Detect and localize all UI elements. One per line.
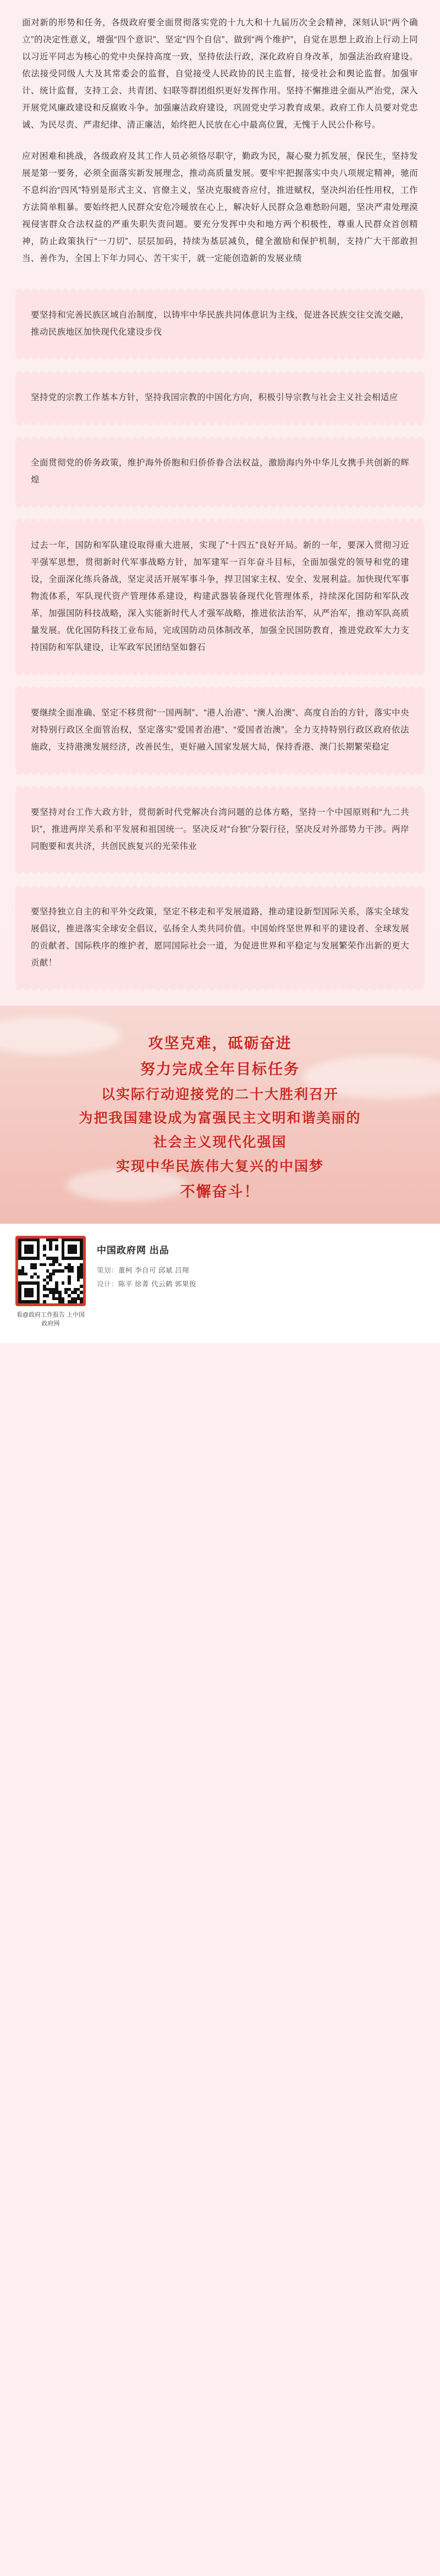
credit-value: 董柯 李自可 邱斌 吕翔 bbox=[118, 1266, 189, 1274]
qr-block bbox=[14, 1236, 87, 1329]
intro-paragraph-1: 面对新的形势和任务，各级政府要全面贯彻落实党的十九大和十九届历次全会精神，深刻认识“两个确立”的决定性意义，增强“四个意识”、坚定“四个自信”、做到“两个维护”，自觉在思想上政治上行动上同以习近平同志为核心的党中央保持高度一致，坚持依法行政，深化政府自身改革，加强法治政府建设。依法接受同级人大及其常委会的监督，自觉接受人民政协的民主监督，接受社会和舆论监督。加强审计、统计监督，支持工会、共青团、妇联等群团组织更好发挥作用。坚持不懈推进全面从严治党，深入开展党风廉政建设和反腐败斗争。加强廉洁政府建设，巩固党史学习教育成果。政府工作人员要对党忠诚、为民尽责、严肃纪律、清正廉洁，始终把人民放在心中最高位置，无愧于人民公仆称号。 bbox=[22, 18, 418, 130]
credit-line-2 bbox=[97, 1278, 426, 1291]
card-wave-bottom bbox=[15, 356, 425, 361]
card-wave-bottom bbox=[15, 503, 425, 509]
card-hk-macao bbox=[15, 690, 425, 771]
card-wave-top bbox=[15, 884, 425, 890]
intro-paragraph-2: 应对困难和挑战，各级政府及其工作人员必须恪尽职守，勤政为民，凝心聚力抓发展，保民生，坚持发展是第一要务，必须全面落实新发展理念，推动高质量发展。要牢牢把握落实中央八项规定精神，驰而不息纠治“四风”特别是形式主义、官僚主义，坚决克服疲沓应付，推进赋权，坚决纠治任性用权，工作方法简单粗暴。要始终把人民群众安危冷暖放在心上，解决好人民群众急难愁盼问题，坚决严肃处理漠视侵害群众合法权益的严重失职失责问题。要充分发挥中央和地方两个积极性，尊重人民群众首创精神，防止政策执行“一刀切”、层层加码，持续为基层减负，健全激励和保护机制，支持广大干部敢担当、善作为，全国上下年力同心、苦干实干，就一定能创造新的发展业绩 bbox=[22, 152, 418, 263]
card-text: 要坚持对台工作大政方针，贯彻新时代党解决台湾问题的总体方略，坚持一个中国原则和“九二共识”，推进两岸关系和平发展和祖国统一。坚决反对“台独”分裂行径，坚决反对外部势力干涉。两岸同胞要和衷共济，共创民族复兴的光荣伟业 bbox=[31, 808, 409, 851]
card-defense-army bbox=[15, 523, 425, 671]
card-ethnic-policy bbox=[15, 292, 425, 356]
card-wave-top bbox=[15, 685, 425, 691]
card-wave-bottom bbox=[15, 870, 425, 875]
card-wave-top bbox=[15, 518, 425, 523]
footer bbox=[0, 1224, 440, 1343]
slogan-line-2: 努力完成全年目标任务 bbox=[140, 1061, 300, 1078]
card-list bbox=[0, 287, 440, 987]
footer-text-block bbox=[97, 1236, 426, 1291]
card-wave-bottom bbox=[15, 770, 425, 776]
card-foreign-policy bbox=[15, 889, 425, 987]
slogan-line-7: 不懈奋斗！ bbox=[180, 1183, 260, 1200]
slogan-line-1: 攻坚克难，砥砺奋进 bbox=[148, 1035, 292, 1052]
card-text: 要继续全面准确、坚定不移贯彻“一国两制”、“港人治港”、“澳人治澳”、高度自治的方针，落实中央对特别行政区全面管治权，坚定落实“爱国者治港”、“爱国者治澳”。全力支持特别行政区政府依法施政，支持港澳发展经济，改善民生，更好融入国家发展大局，保持香港、澳门长期繁荣稳定 bbox=[31, 708, 409, 752]
credit-key: 设计： bbox=[97, 1280, 119, 1288]
slogan-line-3: 以实际行动迎接党的二十大胜利召开 bbox=[101, 1087, 339, 1102]
slogan-line-5: 社会主义现代化强国 bbox=[153, 1135, 287, 1150]
credit-value: 陈平 徐菁 代云鹤 郭果俊 bbox=[118, 1280, 196, 1288]
card-text: 要坚持独立自主的和平外交政策，坚定不移走和平发展道路，推动建设新型国际关系，落实全球发展倡议，推进落实全球安全倡议，弘扬全人类共同价值。中国始终坚世界和平的建设者、全球发展的贡献者、国际秩序的维护者，愿同国际社会一道，为促进世界和平稳定与发展繁荣作出新的更大贡献！ bbox=[31, 907, 409, 968]
card-religion-policy bbox=[15, 375, 425, 421]
qr-code-icon[interactable] bbox=[15, 1236, 86, 1306]
card-wave-bottom bbox=[15, 671, 425, 676]
card-wave-top bbox=[15, 435, 425, 441]
card-text: 坚持党的宗教工作基本方针，坚持我国宗教的中国化方向，积极引导宗教与社会主义社会相适应 bbox=[31, 393, 398, 402]
qr-caption: 看@政府工作报告 上中国政府网 bbox=[16, 1311, 85, 1328]
slogan-banner bbox=[0, 1006, 440, 1224]
credit-line-1 bbox=[97, 1264, 426, 1278]
card-overseas-chinese bbox=[15, 440, 425, 504]
card-text: 全面贯彻党的侨务政策，维护海外侨胞和归侨侨眷合法权益，激励海内外中华儿女携手共创新的辉煌 bbox=[31, 458, 409, 485]
credit-key: 策划： bbox=[97, 1266, 119, 1274]
card-wave-top bbox=[15, 287, 425, 293]
slogan-line-4: 为把我国建设成为富强民主文明和谐美丽的 bbox=[79, 1111, 361, 1126]
intro-section bbox=[0, 0, 440, 287]
card-text: 过去一年，国防和军队建设取得重大进展，实现了“十四五”良好开局。新的一年，要深入贯彻习近平强军思想，贯彻新时代军事战略方针，加军建军一百年奋斗目标，全面加强党的领导和党的建设，全面深化练兵备战，坚定灵活开展军事斗争，捍卫国家主权、安全、发展利益。加快现代军事物流体系，军队现代资产管理体系建设，构建武器装备现代化管理体系，持续深化国防和军队改革，加强国防科技战略，深入实能新时代人才强军战略，推进依法治军，从严治军，推动军队高质量发展。优化国防科技工业布局，完成国防动员体制改革，加强全民国防教育，推进党政军大力支持国防和军队建设，让军政军民团结坚如磐石 bbox=[31, 541, 409, 652]
card-wave-top bbox=[15, 370, 425, 375]
brand-label: 中国政府网 出品 bbox=[97, 1245, 169, 1256]
card-wave-top bbox=[15, 785, 425, 790]
card-taiwan bbox=[15, 790, 425, 870]
slogan-line-6: 实现中华民族伟大复兴的中国梦 bbox=[116, 1159, 324, 1174]
card-wave-bottom bbox=[15, 421, 425, 426]
card-wave-bottom bbox=[15, 986, 425, 992]
card-text: 要坚持和完善民族区域自治制度，以铸牢中华民族共同体意识为主线，促进各民族交往交流交融，推动民族地区加快现代化建设步伐 bbox=[31, 310, 409, 337]
